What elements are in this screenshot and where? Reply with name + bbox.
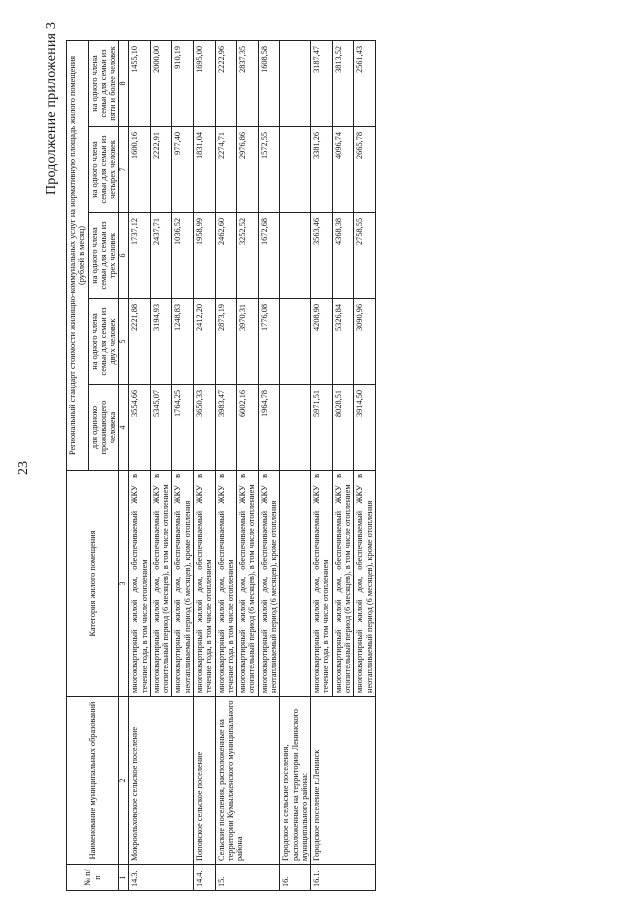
header-category: Категория жилого помещения	[67, 471, 119, 697]
standard-value: 3194,93	[150, 299, 172, 385]
standard-value: 6002,16	[237, 385, 259, 471]
standard-value: 2976,86	[237, 127, 259, 213]
standard-value	[280, 40, 311, 126]
column-number-row	[119, 40, 129, 890]
housing-category: многоквартирный жилой дом, обеспечиваемый ЖКУ в неотапливаемый период (6 месяцев), кроме отопления	[258, 471, 280, 697]
standard-value: 910,19	[172, 40, 194, 126]
standard-value: 3970,31	[237, 299, 259, 385]
row-number: 14.3.	[129, 865, 194, 891]
housing-category: многоквартирный жилой дом, обеспечиваемый ЖКУ в течение года, в том числе отоплением	[311, 471, 333, 697]
standard-value: 1737,12	[129, 213, 151, 299]
housing-category: многоквартирный жилой дом, обеспечиваемый ЖКУ в отопительный период (6 месяцев), в том числе отоплением	[332, 471, 354, 697]
header-standard-group: Региональный стандарт стоимости жилищно-коммунальных услуг на нормативную площадь жилого помещения (рублей в месяц)	[67, 40, 89, 470]
municipality-name: Городское и сельские поселения, расположенные на территории Ленинского муниципального района:	[280, 697, 311, 865]
table-row	[280, 40, 311, 890]
column-number: 8	[119, 40, 129, 126]
housing-category	[280, 471, 311, 697]
standard-value: 2274,71	[215, 127, 237, 213]
housing-category: многоквартирный жилой дом, обеспечиваемый ЖКУ в отопительный период (6 месяцев), в том числе отоплением	[237, 471, 259, 697]
standard-value: 2758,55	[354, 213, 376, 299]
standard-value: 1958,99	[194, 213, 216, 299]
header-no: № п/п	[67, 865, 119, 891]
standard-value: 8028,51	[332, 385, 354, 471]
municipality-name: Городское поселение г.Ленинск	[311, 697, 376, 865]
standard-value: 2665,78	[354, 127, 376, 213]
standard-value: 4096,74	[332, 127, 354, 213]
table-body	[129, 40, 375, 890]
table-row	[194, 40, 216, 890]
standard-value: 1831,04	[194, 127, 216, 213]
standard-value: 1608,58	[258, 40, 280, 126]
housing-category: многоквартирный жилой дом, обеспечиваемый ЖКУ в неотапливаемый период (6 месяцев), кроме отопления	[172, 471, 194, 697]
standard-value: 1455,10	[129, 40, 151, 126]
standard-value: 2222,96	[215, 40, 237, 126]
column-number: 3	[119, 471, 129, 697]
standard-value: 3983,47	[215, 385, 237, 471]
standard-value	[280, 299, 311, 385]
housing-category: многоквартирный жилой дом, обеспечиваемый ЖКУ в неотапливаемый период (6 месяцев), кроме отопления	[354, 471, 376, 697]
standard-value: 1036,52	[172, 213, 194, 299]
header-sub-two: на одного члена семьи для семьи из двух человек	[88, 299, 119, 385]
standard-value: 2412,20	[194, 299, 216, 385]
column-number: 2	[119, 697, 129, 865]
standard-value: 3554,66	[129, 385, 151, 471]
table-row	[215, 40, 237, 890]
standard-value: 2437,71	[150, 213, 172, 299]
standard-value: 3381,26	[311, 127, 333, 213]
standard-value	[280, 127, 311, 213]
standard-value: 1572,55	[258, 127, 280, 213]
standard-value: 5971,51	[311, 385, 333, 471]
municipality-name: Сельские поселения, расположенные на территории Кумылженского муниципального района	[215, 697, 280, 865]
row-number: 16.	[280, 865, 311, 891]
standard-value: 3252,52	[237, 213, 259, 299]
standard-value: 3813,52	[332, 40, 354, 126]
standard-value: 5326,84	[332, 299, 354, 385]
row-number: 15.	[215, 865, 280, 891]
standard-value	[280, 213, 311, 299]
standard-value	[280, 385, 311, 471]
header-municipality: Наименование муниципальных образований	[67, 697, 119, 865]
housing-category: многоквартирный жилой дом, обеспечиваемый ЖКУ в течение года, в том числе отоплением	[129, 471, 151, 697]
municipality-name: Поповское сельское поселение	[194, 697, 216, 865]
table-row	[129, 40, 151, 890]
column-number: 7	[119, 127, 129, 213]
standard-value: 1695,00	[194, 40, 216, 126]
column-number: 5	[119, 299, 129, 385]
header-sub-four: на одного члена семьи для семьи из четырех человек	[88, 127, 119, 213]
municipality-name: Мокрoольховское сельское поселение	[129, 697, 194, 865]
standard-value: 1776,08	[258, 299, 280, 385]
standard-value: 4208,90	[311, 299, 333, 385]
column-number: 4	[119, 385, 129, 471]
standard-value: 2000,00	[150, 40, 172, 126]
standard-value: 2561,43	[354, 40, 376, 126]
standard-value: 977,40	[172, 127, 194, 213]
standard-value: 1248,83	[172, 299, 194, 385]
header-sub-three: на одного члена семьи для семьи из трех человек	[88, 213, 119, 299]
column-number: 1	[119, 865, 129, 891]
row-number: 14.4.	[194, 865, 216, 891]
standard-value: 3650,33	[194, 385, 216, 471]
standard-value: 2222,91	[150, 127, 172, 213]
appendix-caption: Продолжение приложения 3	[44, 21, 59, 195]
standard-value: 3090,96	[354, 299, 376, 385]
housing-category: многоквартирный жилой дом, обеспечиваемый ЖКУ в течение года, в том числе отоплением	[194, 471, 216, 697]
standard-value: 1764,25	[172, 385, 194, 471]
standard-value: 1964,78	[258, 385, 280, 471]
page-number: 23	[16, 461, 31, 475]
standard-value: 2873,19	[215, 299, 237, 385]
standard-value: 2221,88	[129, 299, 151, 385]
housing-category: многоквартирный жилой дом, обеспечиваемый ЖКУ в отопительный период (6 месяцев), в том числе отоплением	[150, 471, 172, 697]
housing-category: многоквартирный жилой дом, обеспечиваемый ЖКУ в течение года, в том числе отоплением	[215, 471, 237, 697]
header-sub-single: для одиноко проживающего человека	[88, 385, 119, 471]
standard-value: 2462,60	[215, 213, 237, 299]
standard-value: 2837,35	[237, 40, 259, 126]
header-sub-five: на одного члена семьи для семьи из пяти и более человек	[88, 40, 119, 126]
table-row	[311, 40, 333, 890]
standard-value: 1600,16	[129, 127, 151, 213]
standard-value: 4368,38	[332, 213, 354, 299]
column-number: 6	[119, 213, 129, 299]
standard-value: 5345,07	[150, 385, 172, 471]
row-number: 16.1.	[311, 865, 376, 891]
standard-value: 3187,47	[311, 40, 333, 126]
standard-value: 3563,46	[311, 213, 333, 299]
standard-value: 3914,50	[354, 385, 376, 471]
standard-value: 1672,68	[258, 213, 280, 299]
standards-table	[66, 40, 376, 891]
